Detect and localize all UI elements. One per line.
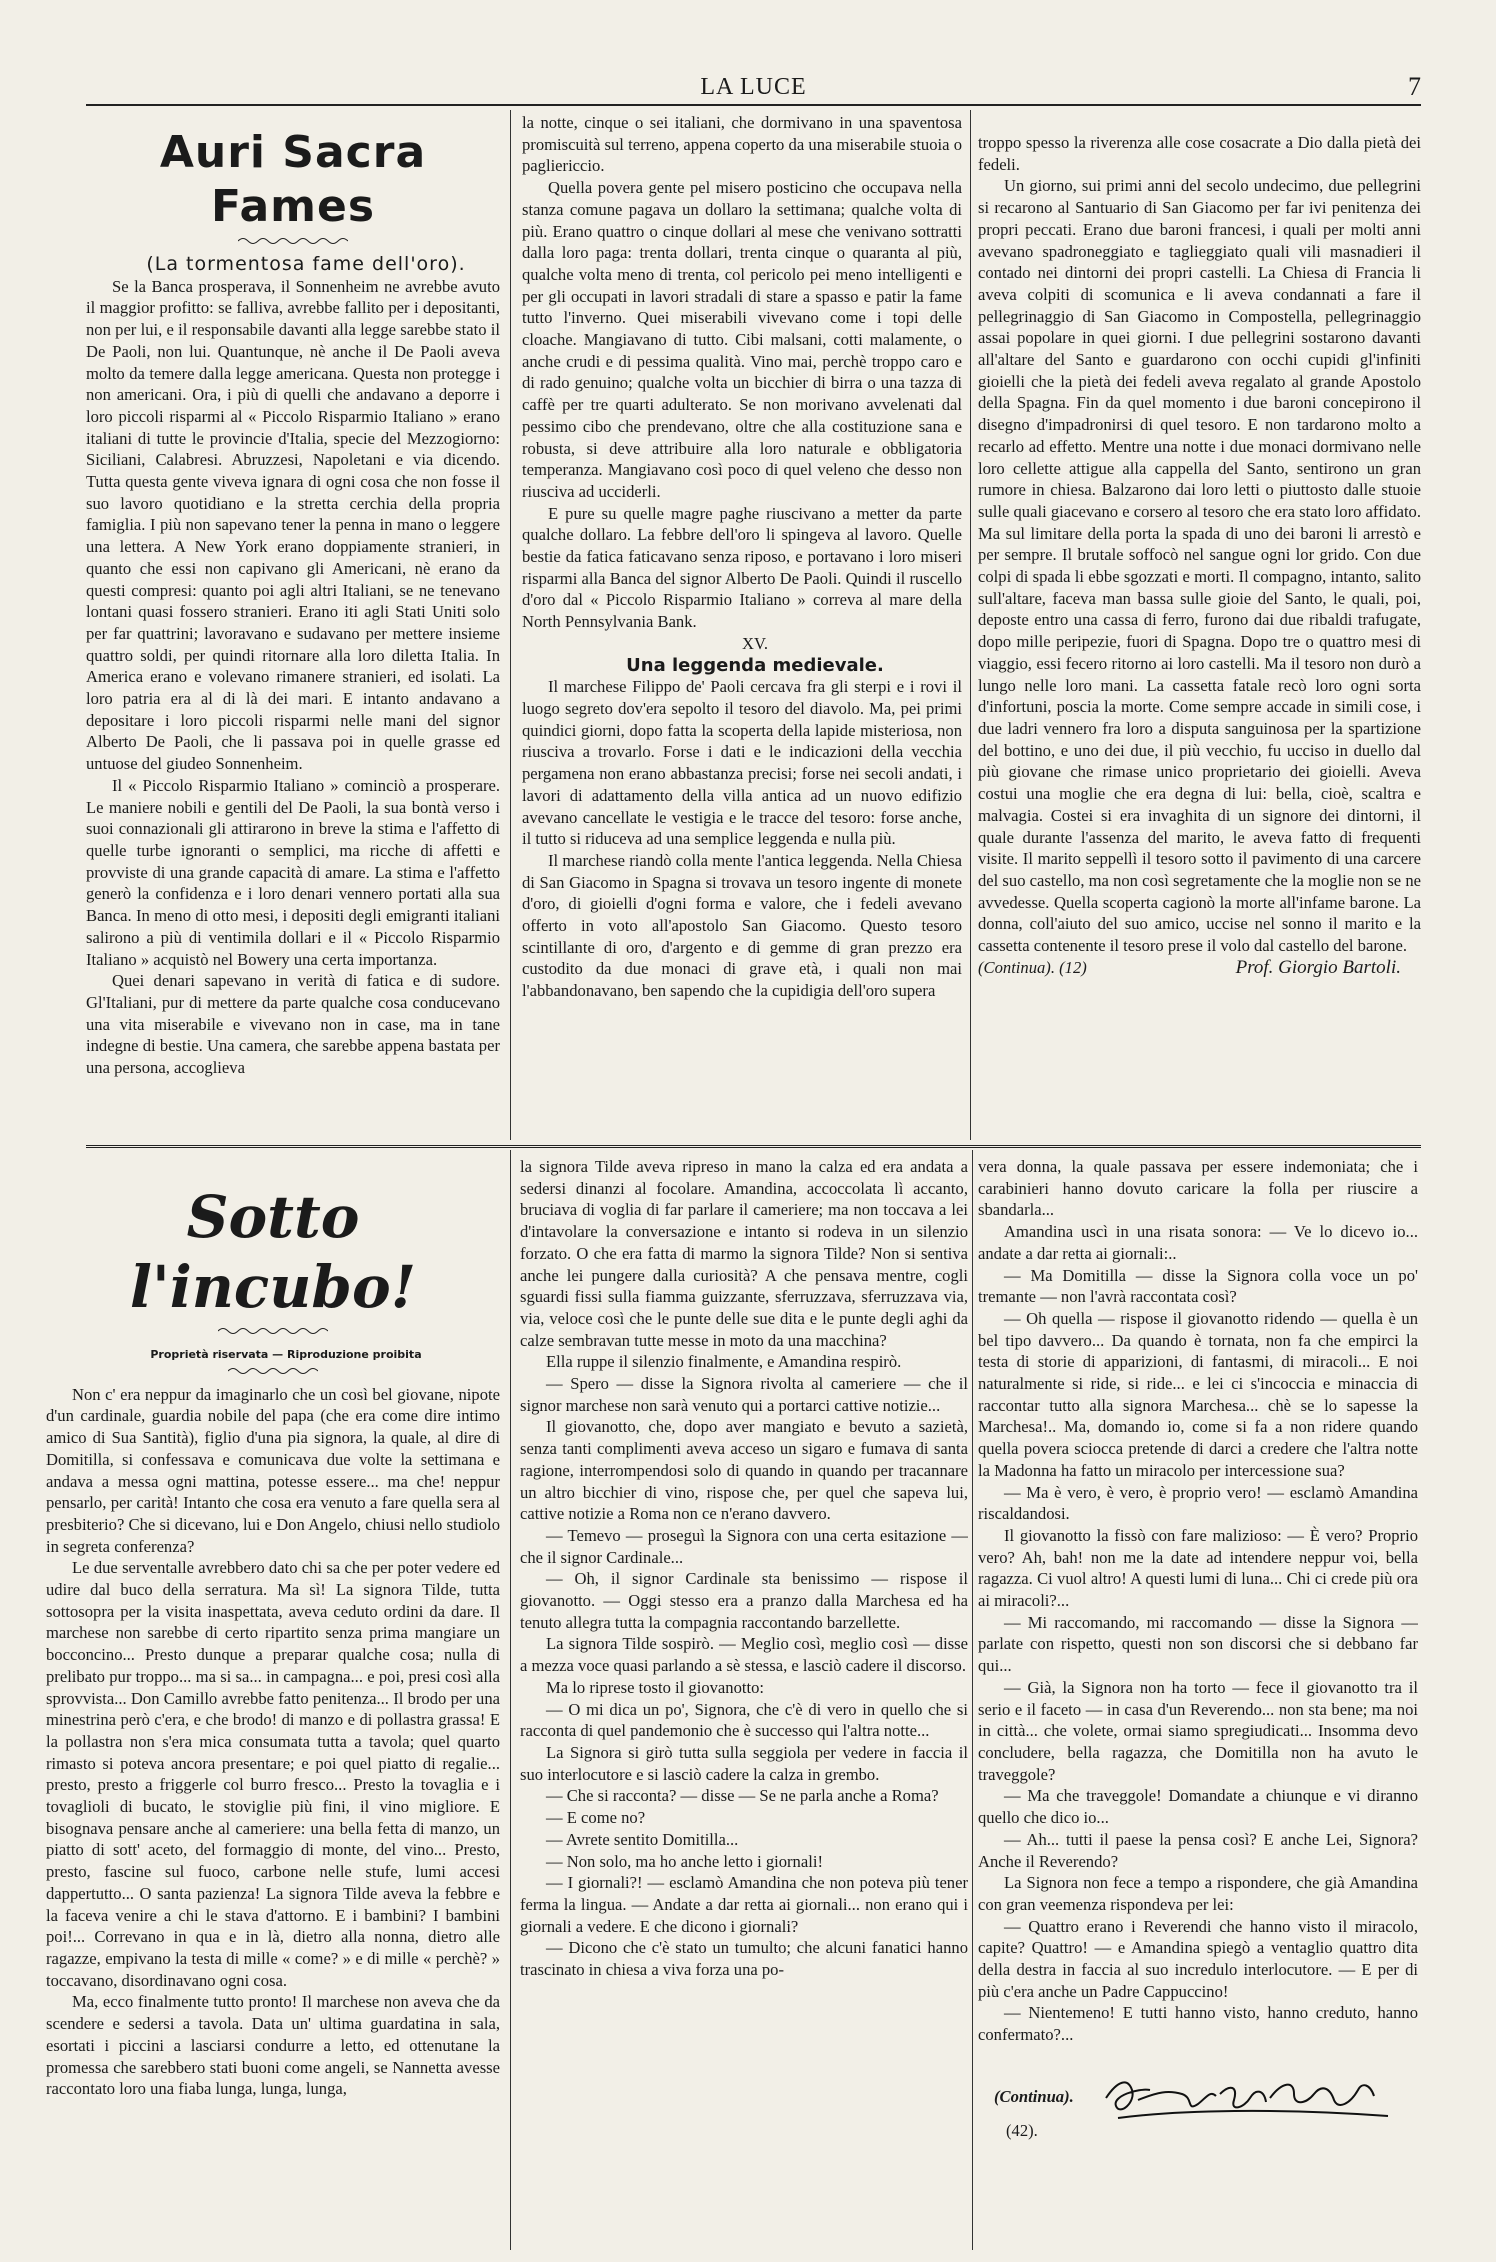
paragraph: La Signora non fece a tempo a rispondere, che già Amandina con gran veemenza rispondeva per lei: [978, 1873, 1418, 1914]
paragraph: — Nientemeno! E tutti hanno visto, hanno creduto, hanno confermato?... [978, 2003, 1418, 2045]
section-number: XV. [742, 633, 768, 653]
paragraph: — I giornali?! — esclamò Amandina che non poteva più tener ferma la lingua. — Andate a dar retta ai giornali... non erano qui i giornali a vedere. E che dicono i giornali? [520, 1873, 968, 1936]
paragraph: — Oh quella — rispose il giovanotto ridendo — quella è un bel tipo davvero... Da quando è tornata, non fa che empirci la testa di storie di apparizioni, di fantasmi, di miracoli... E noi naturalmente si ride, si ride... e lei ci s'incoccia e minaccia di raccontar tutto alla signora Marchesa... chè se lo sapesse la Marchesa!.. Ma, domando io, come si fa a non ridere quando quella povera sciocca pretende di darci a credere che l'altra notte la Madonna ha fatto un miracolo per intercessione sua? [978, 1308, 1418, 1480]
paragraph: — Oh, il signor Cardinale sta benissimo — rispose il giovanotto. — Oggi stesso era a pranzo dalla Marchesa ed ha tenuto allegra tutta la compagnia raccontando barzellette. [520, 1569, 968, 1632]
column-rule [510, 110, 511, 1140]
paragraph: — Spero — disse la Signora rivolta al cameriere — che il signor marchese non sarà venuto qui a portarci cattive notizie... [520, 1374, 968, 1415]
paragraph: — Mi raccomando, mi raccomando — disse la Signora — parlate con rispetto, questi non son discorsi che si debbano far qui... [978, 1612, 1418, 1676]
paragraph: Il « Piccolo Risparmio Italiano » cominciò a prosperare. Le maniere nobili e gentili del De Paoli, la sua bontà verso i suoi connazionali gli attirarono in breve la stima e l'affetto di quelle turbe ignoranti o semplici, ma ricche di affetti e provviste di una grande capacità di amare. La stima e l'affetto generò la confidenza e i loro denari vennero portati alla sua Banca. In meno di otto mesi, i depositi degli emigranti italiani salirono a più di ventimila dollari e il « Piccolo Risparmio Italiano » acquistò nel Bowery una certa importanza. [86, 775, 500, 969]
signature-block [978, 2056, 1418, 2156]
sotto-column-2 [520, 1156, 968, 2256]
paragraph: Amandina uscì in una risata sonora: — Ve lo dicevo io... andate a dar retta ai giornali:.. [978, 1222, 1418, 1263]
paragraph: vera donna, la quale passava per essere indemoniata; che i carabinieri hanno dovuto caricare la folla per riuscire a sbandarla... [978, 1157, 1418, 1220]
article-divider [86, 1145, 1421, 1148]
sotto-column-1 [46, 1156, 500, 2256]
paragraph: E pure su quelle magre paghe riuscivano a metter da parte qualche dollaro. La febbre dell'oro li spingeva al lavoro. Quelle bestie da fatica faticavano senza riposo, e portavano i loro miseri risparmi alla Banca del signor Alberto De Paoli. Quindi il ruscello d'oro dal « Piccolo Risparmio Italiano » correva al mare della North Pennsylvania Bank. [522, 503, 962, 632]
paragraph: Le due serventalle avrebbero dato chi sa che per poter vedere ed udire dal buco della serratura. Ma sì! La signora Tilde, tutta sottosopra per la visita inaspettata, aveva ceduto ordini da dare. Il marchese non sarebbe di certo ripartito senza prima mangiare un bocconcino... Presto dunque a preparar qualche cosa; nulla di prelibato pur troppo... ma si sa... in campagna... e poi, presi così alla sprovvista... Don Camillo avrebbe fatto penitenza... Il brodo per una minestrina però c'era, e che brodo! di manzo e di pollastra grassa! E la pollastra non s'era mica consumata tutta a tavola; quel quarto rimasto si poteva ancora presentare; e poi quel piatto di regalie... presto, presto a friggerle col burro fresco... Presto la tovaglia e i tovaglioli di bucato, le stoviglie più fini, il vino migliore. E bisognava pensare anche al cameriere: una bella fetta di manzo, un piatto di sott' aceto, del formaggio di monte, del vino... Presto, presto, fascine sul fuoco, carbone nelle stufe, lumi accesi dappertutto... O santa pazienza! La signora Tilde aveva la febbre e la faceva venire a chi le stava d'attorno. E i bambini? I bambini poi!... Correvano in qua e in là, dietro alla nonna, dietro alle ragazze, empivano la testa di mille « come? » e di mille « perchè? » toccavano, disordinavano ogni cosa. [46, 1558, 500, 1990]
paragraph: — Dicono che c'è stato un tumulto; che alcuni fanatici hanno trascinato in chiesa a viva forza una po- [520, 1938, 968, 1980]
paragraph: La signora Tilde sospirò. — Meglio così, meglio così — disse a mezza voce quasi parlando a sè stessa, e lasciò cadere il discorso. [520, 1634, 968, 1676]
paragraph: — Quattro erano i Reverendi che hanno visto il miracolo, capite? Quattro! — e Amandina spiegò a ventaglio quattro dita della destra in faccia al suo incredulo interlocutore. — E per di più c'era anche un Padre Cappuccino! [978, 1916, 1418, 2001]
sotto-column-3 [978, 1156, 1418, 2256]
paragraph: Ma lo riprese tosto il giovanotto: [546, 1677, 764, 1697]
sotto-title: Sotto l'incubo! [129, 1183, 417, 1321]
paragraph: — Ah... tutti il paese la pensa così? E anche Lei, Signora? Anche il Reverendo? [978, 1829, 1418, 1871]
paragraph: Quei denari sapevano in verità di fatica e di sudore. Gl'Italiani, pur di mettere da parte qualche cosa conducevano una vita miserabile e vivevano non in case, ma in tane indegne di bestie. Una camera, che sarebbe appena bastata per una persona, accoglieva [86, 971, 500, 1078]
paragraph: Il giovanotto, che, dopo aver mangiato e bevuto a sazietà, senza tanti complimenti aveva acceso un sigaro e fumava di santa ragione, interrompendosi solo di quando in quando per tracannare un altro bicchier di vino, rispose che, per quel che sapeva lui, cattive notizie a Roma non ce n'erano davvero. [520, 1417, 968, 1524]
auri-subtitle: (La tormentosa fame dell'oro). [146, 253, 466, 275]
paragraph: Non c' era neppur da imaginarlo che un così bel giovane, nipote d'un cardinale, guardia nobile del papa (che era come dire intimo amico di Sua Santità), figlio d'una pia signora, la quale, al dire di Domitilla, si confessava e comunicava due volte la settimana e andava a messa ogni mattina, potesse essere... ma che! neppur pensarlo, per carità! Intanto che cosa era venuto a fare quella sera al presbiterio? Che si dicevano, lui e Don Angelo, chiusi nello studiolo in segreta conferenza? [46, 1384, 500, 1556]
wavy-ornament [228, 1366, 318, 1376]
paragraph: — Temevo — proseguì la Signora con una certa esitazione — che il signor Cardinale... [520, 1525, 968, 1567]
installment-number: (42). [1006, 2120, 1038, 2140]
paragraph: Il giovanotto la fissò con fare malizioso: — È vero? Proprio vero? Ah, bah! non me la date ad intendere neppur voi, bella ragazza. Ci vuol altro! A questi lumi di luna... Chi ci crede più ora ai miracoli?... [978, 1525, 1418, 1611]
page-number: 7 [1408, 72, 1421, 101]
paragraph: troppo spesso la riverenza alle cose cosacrate a Dio dalla pietà dei fedeli. [978, 133, 1421, 174]
paragraph: la notte, cinque o sei italiani, che dormivano in una spaventosa promiscuità sul terreno, appena coperto da una miserabile stuoia o pagliericcio. [522, 113, 962, 176]
paragraph: La Signora si girò tutta sulla seggiola per vedere in faccia il suo interlocutore e si lasciò cadere la calza in grembo. [520, 1742, 968, 1784]
running-head [86, 70, 1421, 104]
continuation-line [978, 957, 1421, 979]
paragraph: — Ma che traveggole! Domandate a chiunque e vi diranno quello che dico io... [978, 1786, 1418, 1828]
paragraph: — Ma Domitilla — disse la Signora colla voce un po' tremante — non l'avrà raccontata così? [978, 1265, 1418, 1307]
running-title: LA LUCE [700, 74, 807, 100]
paragraph: — Già, la Signora non ha torto — fece il giovanotto tra il serio e il faceto — in casa d'un Reverendo... non sta bene; ma noi in città... che volete, ormai siamo spregiudicati... Insomma devo concludere, bella ragazza, che Domitilla non ha avuto le traveggole? [978, 1677, 1418, 1784]
continua-label: (Continua). [994, 2086, 1074, 2106]
paragraph: Un giorno, sui primi anni del secolo undecimo, due pellegrini si recarono al Santuario di San Giacomo per far ivi penitenza dei propri peccati. Erano due baroni francesi, i quali per molti anni avevano spadroneggiato e taglieggiato quali vili masnadieri il contado nei dintorni dei propri castelli. La Chiesa di Francia li aveva colpiti di scomunica e li aveva condannati a fare il pellegrinaggio di San Giacomo in Compostella, pellegrinaggio assai popolare in quei giorni. I due pellegrini sostarono davanti all'altare del Santo e guardarono con occhi cupidi gl'infiniti gioielli che la pietà dei fedeli aveva regalato al grande Apostolo della Spagna. Fin da quel momento i due baroni concepirono il disegno d'impadronirsi di quel tesoro. E non tardarono molto a recarlo ad effetto. Mentre una notte i due monaci dormivano nelle loro cellette attigue alla cappella del Santo, sentirono un gran rumore in chiesa. Balzarono dai loro letti o piuttosto dalle stuoie sulle quali giacevano e corsero al tesoro che era stato loro affidato. Ma sul limitare della porta la spada di uno dei baroni li arrestò e per sempre. Il brutale soffocò nel sangue ogni lor grido. Con due colpi di spada li ebbe sgozzati e morti. Il compagno, intanto, salito sull'altare, faceva man bassa sulle gioie del Santo, le quali, poi, deposte entro una cassa di ferro, furono dai due ribaldi trafugate, dopo mille peripezie, fuori di Spagna. Dopo tre o quattro mesi di viaggio, essi fecero ritorno ai loro castelli. Ma il tesoro non durò a lungo nelle loro mani. La cassetta fatale recò loro ogni sorta d'infortuni, poscia la morte. Come sempre accade in simili cose, i due ladri vennero fra loro a disputa sanguinosa per la spartizione del bottino, e uno dei due, il più vecchio, fu ucciso in duello dal più giovane che rimase unico proprietario dei gioielli. Aveva costui una moglie che era degna di lui: bella, cioè, scaltra e malvagia. Costei si era invaghita di un signore dei dintorni, il quale durante l'assenza del marito, le aveva fatto di frequenti visite. Il marito seppellì il tesoro sotto il pavimento di una carcere del suo castello, ma non così segretamente che la moglie non se ne avvedesse. Quella scoperta cagionò la morte all'infame barone. La donna, coll'aiuto del suo amico, uccise nel sonno il marito e la cassetta contenente il tesoro prese il volo dal castello del barone. [978, 176, 1421, 956]
paragraph: — Ma è vero, è vero, è proprio vero! — esclamò Amandina riscaldandosi. [978, 1482, 1418, 1524]
header-rule [86, 104, 1421, 106]
wavy-ornament [238, 236, 348, 246]
paragraph: — Non solo, ma ho anche letto i giornali! [546, 1851, 823, 1871]
paragraph: Il marchese Filippo de' Paoli cercava fra gli sterpi e i rovi il luogo segreto dov'era sepolto il tesoro del diavolo. Ma, pei primi quindici giorni, dopo fatta la scoperta della lapide misteriosa, non riusciva a trovarlo. Forse i dati e le indicazioni della vecchia pergamena non erano abbastanza precisi; forse nei secoli andati, i lavori di adattamento della villa antica ad un nuovo edifizio avevano cancellate le vestigia e le tracce del tesoro: forse anche, il tutto si riduceva ad una semplice leggenda e nulla più. [522, 677, 962, 849]
auri-column-2 [522, 112, 962, 1140]
paragraph: — Che si racconta? — disse — Se ne parla anche a Roma? [546, 1786, 939, 1806]
paragraph: Il marchese riandò colla mente l'antica leggenda. Nella Chiesa di San Giacomo in Spagna si trovava un tesoro ingente di monete d'oro, di gioielli d'ogni forma e valore, che i fedeli avevano offerto in voto all'apostolo San Giacomo. Questo tesoro scintillante di oro, d'argento e di gemme di gran prezzo era custodito da due monaci di grave età, i quali non mai l'abbandonavano, ben sapendo che la cupidigia dell'oro supera [522, 850, 962, 1001]
auri-title: Auri Sacra Fames [159, 127, 427, 232]
paragraph: — O mi dica un po', Signora, che c'è di vero in quello che si racconta di quel pandemonio che è successo qui l'altra notte... [520, 1699, 968, 1741]
paragraph: Ella ruppe il silenzio finalmente, e Amandina respirò. [546, 1352, 902, 1372]
handwritten-signature [1098, 2060, 1398, 2140]
auri-column-3 [978, 132, 1421, 1140]
wavy-ornament [218, 1326, 328, 1336]
auri-column-1 [86, 112, 500, 1140]
column-rule [510, 1150, 511, 2250]
section-title: Una leggenda medievale. [626, 654, 884, 676]
continua-label: (Continua). (12) [978, 957, 1087, 977]
column-rule [970, 110, 971, 1140]
author-signature: Prof. Giorgio Bartoli. [1235, 956, 1401, 978]
paragraph: Quella povera gente pel misero posticino che occupava nella stanza comune pagava un dollaro la settimana; qualche volta di più. Erano quattro o cinque dollari al mese che venivano sottratti dalla loro paga: trenta dollari, trenta cinque o quaranta al più, qualche volta meno di trenta, col pericolo pei meno intelligenti e per gli occupati in lavori stradali di stare a spasso e patir la fame tutto l'inverno. Quei miserabili vivevano come i topi delle cloache. Mangiavano di tutto. Cibi malsani, cotti malamente, o anche crudi e di pessima qualità. Vino mai, perchè troppo caro e di rado genuino; qualche volta un bicchier di birra o una tazza di caffè per tre quarti adulterato. Se non morivano avvelenati dal pessimo cibo che prendevano, oltre che alla costituzione sana e robusta, si deve attribuire alla loro naturale e obbligatoria temperanza. Mangiavano così poco di quel veleno che desso non riusciva ad ucciderli. [522, 178, 962, 501]
paragraph: Ma, ecco finalmente tutto pronto! Il marchese non aveva che da scendere e sedersi a tavola. Data un' ultima guardatina in sala, esortati i piccini a lasciarsi condurre a letto, ed ottenutane la promessa che sarebbero stati buoni come angeli, se Nannetta avesse raccontato loro una fiaba lunga, lunga, lunga, [46, 1992, 500, 2099]
paragraph: Se la Banca prosperava, il Sonnenheim ne avrebbe avuto il maggior profitto: se falliva, avrebbe fallito per i depositanti, non per lui, e il responsabile davanti alla legge sarebbe stato il De Paoli, non lui. Quantunque, nè anche il De Paoli aveva molto da temere dalla legge americana. Questa non protegge i non americani. Ora, i più di quelli che andavano a deporre i loro piccoli risparmi al « Piccolo Risparmio Italiano » erano italiani di tutte le provincie d'Italia, specie del Mezzogiorno: Siciliani, Calabresi. Abruzzesi, Napoletani e via dicendo. Tutta questa gente viveva ignara di ogni cosa che non fosse il suo lavoro quotidiano e la stretta cerchia della propria famiglia. I più non sapevano tener la penna in mano o leggere una lettera. A New York erano doppiamente stranieri, in quanto che essi non capivano gli Americani, nè erano da questi compresi: quanto poi agli altri Italiani, se ne tenevano lontani quasi fossero stranieri. Erano iti agli Stati Uniti solo per far quattrini; lavoravano e sudavano per mettere insieme quattro soldi, per quindi ritornare alla loro diletta Italia. In America erano e volevano rimanere stranieri, ed isolati. La loro patria era al di là dei mari. E intanto andavano a depositare i loro piccoli risparmi nelle mani del signor Alberto De Paoli, che li passava poi in quelle grasse ed untuose del giudeo Sonnenheim. [86, 276, 500, 774]
rights-notice: Proprietà riservata — Riproduzione proibita [150, 1348, 422, 1361]
paragraph: — E come no? [546, 1808, 646, 1828]
paragraph: — Avrete sentito Domitilla... [546, 1829, 739, 1849]
paragraph: la signora Tilde aveva ripreso in mano la calza ed era andata a sedersi dinanzi al focolare. Amandina, accoccolata lì accanto, bruciava di voglia di far parlare il cameriere; ma non toccava a lei d'intavolare la conversazione e intanto si rodeva in un silenzio forzato. O che era fatta di marmo la signora Tilde? Non si sentiva anche lei pungere dalla curiosità? A che pensava mentre, cogli sguardi fissi sulla fiamma guizzante, sferruzzava, sferruzzava via, via, veloce così che le punte delle sue dita e le punte degli aghi da calze sembravan tutte messe in moto da una macchina? [520, 1157, 968, 1350]
column-rule [972, 1150, 973, 2250]
